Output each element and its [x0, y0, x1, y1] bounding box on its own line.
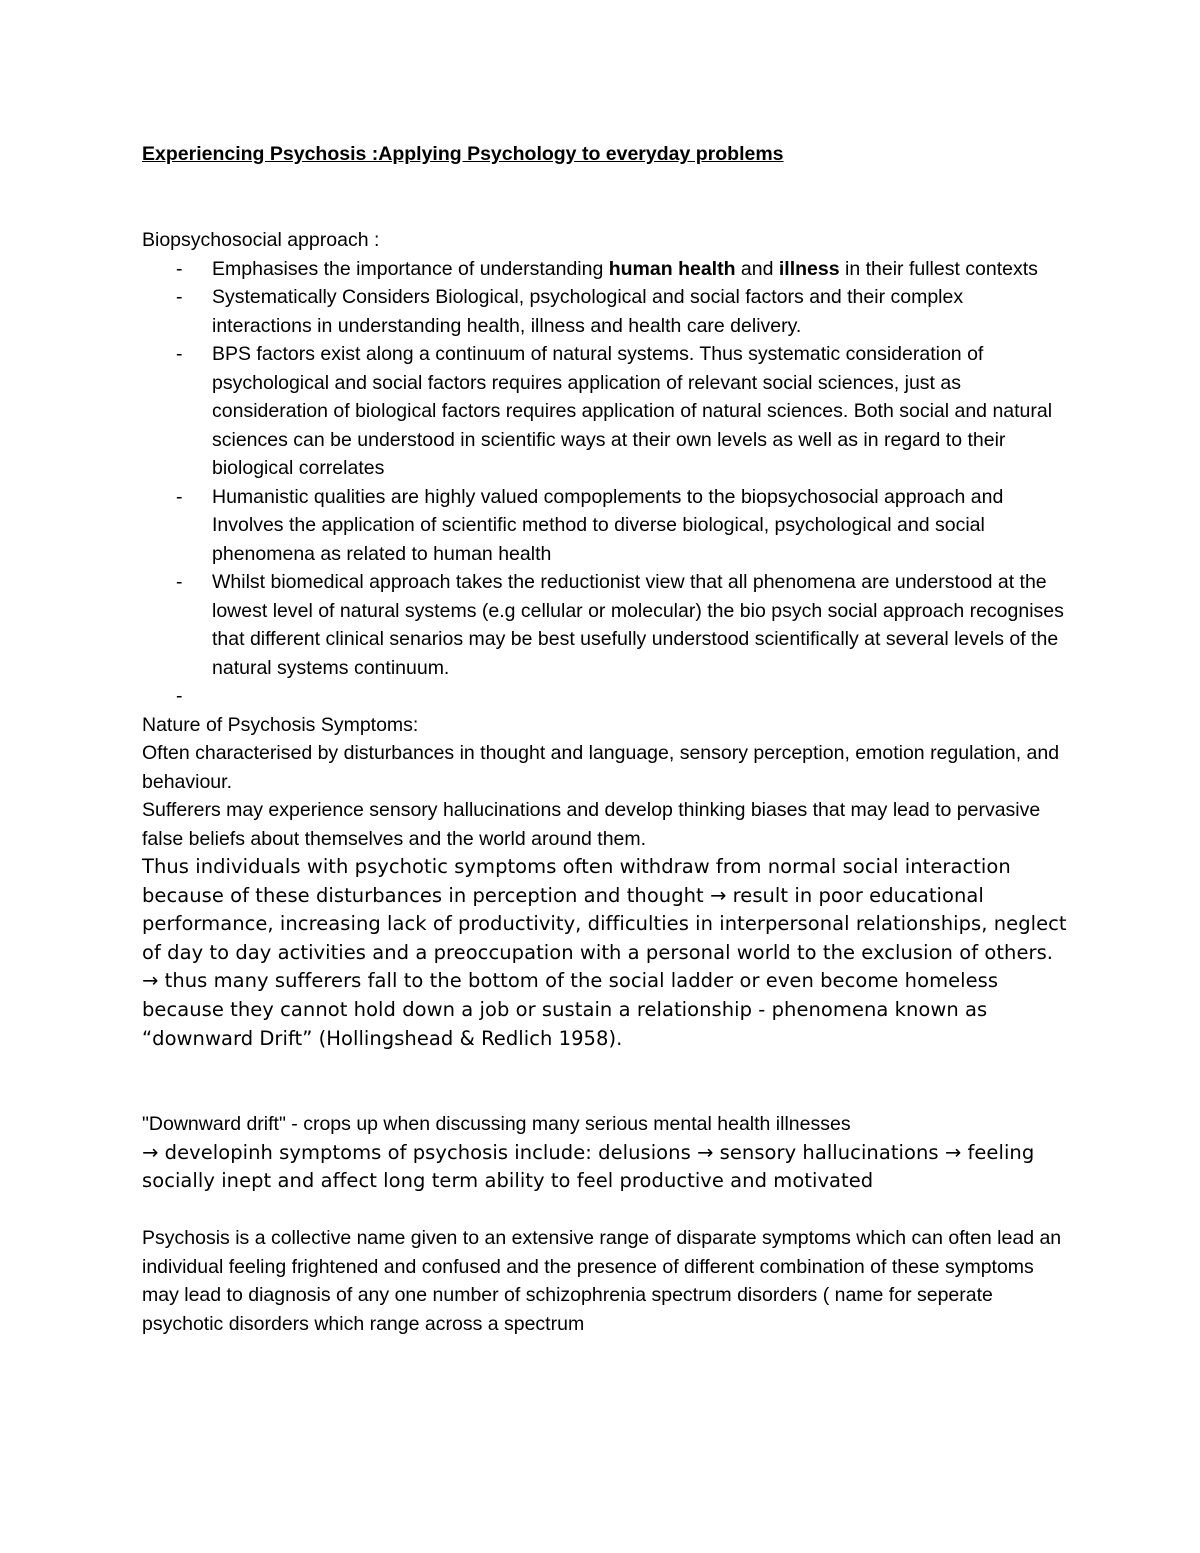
bps-bullet-list [142, 255, 1067, 711]
bold-term-human-health: human health [608, 257, 736, 280]
spacer [142, 168, 1067, 226]
document-title: Experiencing Psychosis :Applying Psychology to everyday problems [142, 143, 784, 165]
nature-heading: Nature of Psychosis Symptoms: [142, 713, 419, 736]
nature-paragraph-2: Sufferers may experience sensory hallucinations and develop thinking biases that may lead to pervasive false beliefs about themselves and the world around them. [142, 799, 1041, 850]
bps-heading: Biopsychosocial approach : [142, 229, 380, 251]
list-item [212, 255, 1067, 284]
list-item: - Humanistic qualities are highly valued compoplements to the biopsychosocial approach and Involves the application of scientific method to diverse biological, psychological and social phenomena as related to human health [212, 483, 1067, 569]
list-item: - Systematically Considers Biological, psychological and social factors and their complex interactions in understanding health, illness and health care delivery. [212, 283, 1067, 340]
spacer [142, 1053, 1067, 1110]
list-item-empty [212, 682, 1067, 711]
drift-paragraph-1: "Downward drift" - crops up when discussing many serious mental health illnesses [142, 1113, 851, 1136]
bullet-text: and [735, 257, 779, 280]
nature-paragraph-3: Thus individuals with psychotic symptoms often withdraw from normal social interaction because of these disturbances in perception and thought → result in poor educational performance, increasing lack of productivity, difficulties in interpersonal relationships, neglect of day to day activities and a preoccupation with a personal world to the exclusion of others. [142, 855, 1067, 964]
nature-paragraph-4: → thus many sufferers fall to the bottom of the social ladder or even become homeless because they cannot hold down a job or sustain a relationship - phenomena known as “downward Drift” (Hollingshead & Redlich 1958). [142, 969, 999, 1050]
document-page [142, 140, 1067, 1338]
psychosis-paragraph: Psychosis is a collective name given to an extensive range of disparate symptoms which can often lead an individual feeling frightened and confused and the presence of different combination of these symptoms may lead to diagnosis of any one number of schizophrenia spectrum disorders ( name for seperate psychotic disorders which range across a spectrum [142, 1227, 1062, 1335]
spacer [142, 1196, 1067, 1225]
bullet-text: in their fullest contexts [839, 257, 1038, 280]
list-item: - BPS factors exist along a continuum of natural systems. Thus systematic consideration of psychological and social factors requires application of relevant social sciences, just as consideration of biological factors requires application of natural sciences. Both social and natural sciences can be understood in scientific ways at their own levels as well as in regard to their biological correlates [212, 340, 1067, 483]
nature-paragraph-1: Often characterised by disturbances in thought and language, sensory perception, emotion regulation, and behaviour. [142, 742, 1060, 793]
bold-term-illness: illness [778, 257, 840, 280]
bullet-text: Emphasises the importance of understanding [212, 257, 609, 280]
drift-paragraph-2: → developinh symptoms of psychosis include: delusions → sensory hallucinations → feeling socially inept and affect long term ability to feel productive and motivated [142, 1140, 1035, 1193]
list-item: - Whilst biomedical approach takes the reductionist view that all phenomena are understood at the lowest level of natural systems (e.g cellular or molecular) the bio psych social approach recognises that different clinical senarios may be best usefully understood scientifically at several levels of the natural systems continuum. [212, 568, 1067, 682]
